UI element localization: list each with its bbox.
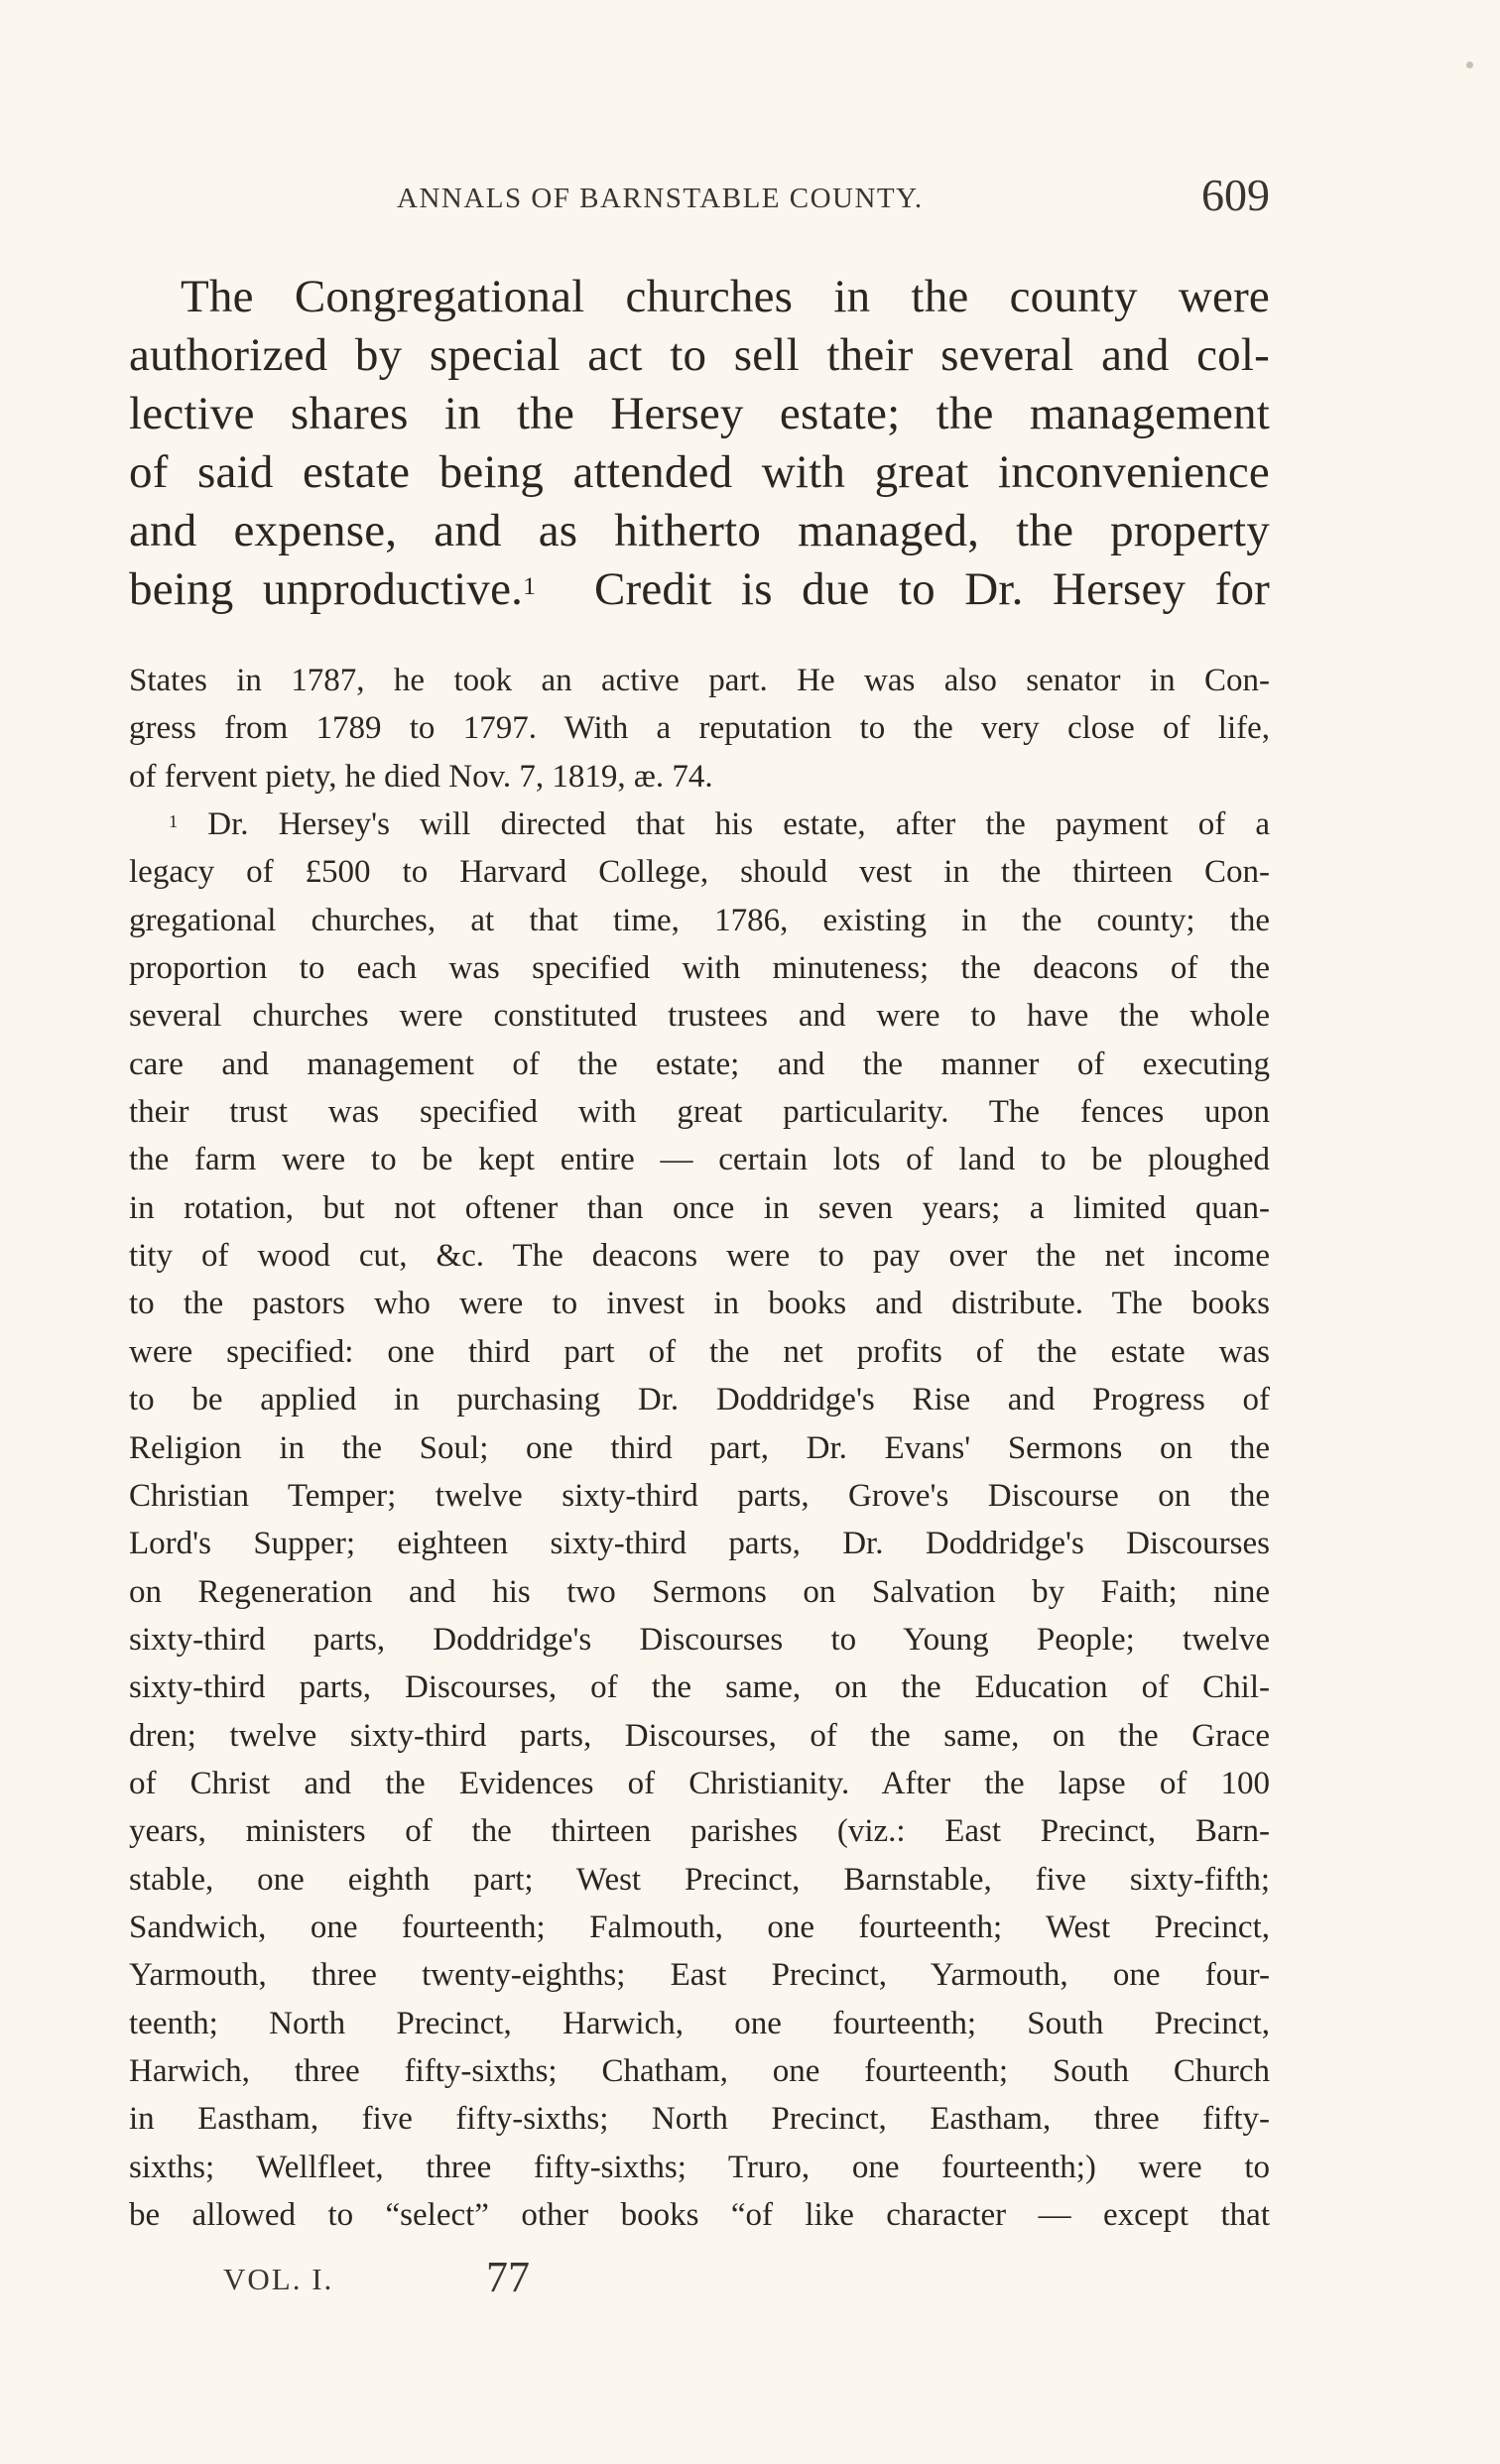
footnote-reference: 1	[523, 571, 537, 601]
footnote-line: several churches were constituted trustees and were to have the whole	[129, 998, 1270, 1035]
footnote-line: sixty-third parts, Doddridge's Discourses to Young People; twelve	[129, 1621, 1270, 1658]
page-number: 609	[1201, 170, 1270, 220]
body-line: The Congregational churches in the county were	[181, 271, 1270, 322]
footnote-line: of Christ and the Evidences of Christianity. After the lapse of 100	[129, 1765, 1270, 1801]
footnote-line: in Eastham, five fifty-sixths; North Precinct, Eastham, three fifty-	[129, 2101, 1270, 2138]
footnote-line: on Regeneration and his two Sermons on Salvation by Faith; nine	[129, 1573, 1270, 1610]
footnote-line: Sandwich, one fourteenth; Falmouth, one fourteenth; West Precinct,	[129, 1909, 1270, 1945]
page-header	[129, 169, 1270, 228]
body-line: lective shares in the Hersey estate; the management	[129, 388, 1270, 439]
running-head: ANNALS OF BARNSTABLE COUNTY.	[397, 183, 924, 214]
margin-speck	[1466, 62, 1473, 68]
footnote-line: States in 1787, he took an active part. He was also senator in Con-	[129, 663, 1270, 698]
footnote-line: Yarmouth, three twenty-eighths; East Precinct, Yarmouth, one four-	[129, 1957, 1270, 1994]
footnote-marker: 1	[169, 811, 179, 832]
footnote-line: gress from 1789 to 1797. With a reputation to the very close of life,	[129, 710, 1270, 747]
body-line-text: being unproductive.	[129, 563, 524, 615]
footnote-line: proportion to each was specified with minuteness; the deacons of the	[129, 950, 1270, 987]
footnote-line: to the pastors who were to invest in books and distribute. The books	[129, 1286, 1270, 1322]
body-paragraph	[129, 268, 1270, 619]
footnote-line: sixths; Wellfleet, three fifty-sixths; Truro, one fourteenth;) were to	[129, 2149, 1270, 2185]
footnote-line: years, ministers of the thirteen parishes (viz.: East Precinct, Barn-	[129, 1813, 1270, 1850]
page-footer	[129, 2252, 1270, 2311]
footnote-line: Lord's Supper; eighteen sixty-third parts, Dr. Doddridge's Discourses	[129, 1526, 1270, 1562]
body-line-text: Credit is due to Dr. Hersey for	[593, 563, 1270, 615]
footnote-line: sixty-third parts, Discourses, of the same, on the Education of Chil-	[129, 1669, 1270, 1706]
footnote-line: Religion in the Soul; one third part, Dr. Evans' Sermons on the	[129, 1429, 1270, 1466]
footnote-line: were specified: one third part of the net profits of the estate was	[129, 1333, 1270, 1370]
footnote-line: Harwich, three fifty-sixths; Chatham, one fourteenth; South Church	[129, 2052, 1270, 2089]
footnote-line: teenth; North Precinct, Harwich, one fourteenth; South Precinct,	[129, 2005, 1270, 2041]
body-line: of said estate being attended with great inconvenience	[129, 446, 1270, 498]
footnote-line-text: Dr. Hersey's will directed that his estate, after the payment of a	[207, 806, 1270, 843]
sheet-number: 77	[486, 2253, 530, 2301]
footnote-line: Christian Temper; twelve sixty-third parts, Grove's Discourse on the	[129, 1477, 1270, 1514]
footnote-line	[129, 801, 1270, 848]
footnote-line: care and management of the estate; and the manner of executing	[129, 1046, 1270, 1082]
body-line: authorized by special act to sell their several and col-	[129, 329, 1270, 381]
footnote-line: tity of wood cut, &c. The deacons were to pay over the net income	[129, 1238, 1270, 1275]
footnote-line: be allowed to “select” other books “of like character — except that	[129, 2197, 1270, 2233]
footnote-line: legacy of £500 to Harvard College, should vest in the thirteen Con-	[129, 854, 1270, 891]
footnote-line: of fervent piety, he died Nov. 7, 1819, æ. 74.	[129, 758, 713, 795]
footnote-line: their trust was specified with great particularity. The fences upon	[129, 1094, 1270, 1131]
footnote-line: stable, one eighth part; West Precinct, Barnstable, five sixty-fifth;	[129, 1861, 1270, 1898]
footnote-line: to be applied in purchasing Dr. Doddridge's Rise and Progress of	[129, 1382, 1270, 1418]
footnote-line: in rotation, but not oftener than once in seven years; a limited quan-	[129, 1189, 1270, 1226]
footnotes	[129, 657, 1270, 2239]
footnote-line: gregational churches, at that time, 1786, existing in the county; the	[129, 902, 1270, 938]
footnote-line: the farm were to be kept entire — certain lots of land to be ploughed	[129, 1142, 1270, 1178]
body-line	[129, 560, 1270, 619]
footnote-line: dren; twelve sixty-third parts, Discourses, of the same, on the Grace	[129, 1717, 1270, 1754]
volume-signature: VOL. I.	[223, 2262, 334, 2296]
body-line: and expense, and as hitherto managed, the property	[129, 505, 1270, 556]
